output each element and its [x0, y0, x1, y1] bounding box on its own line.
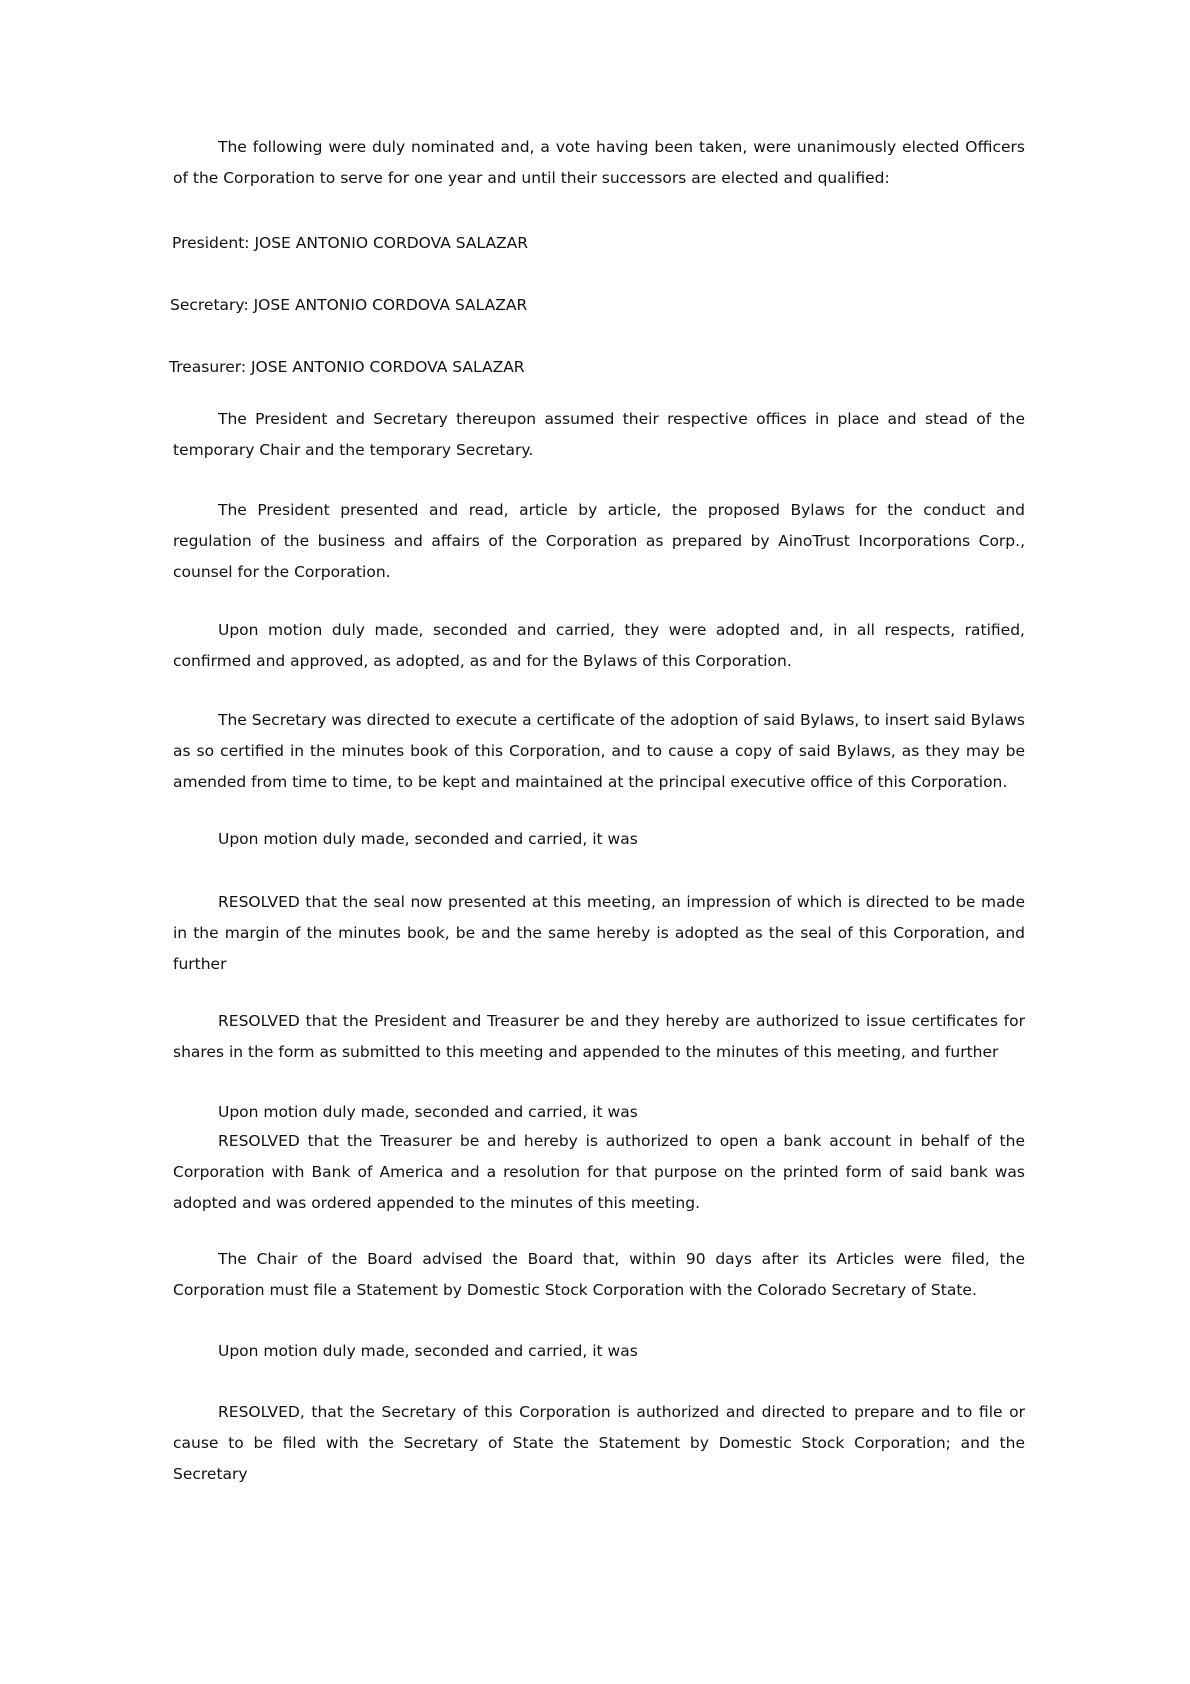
paragraph-offices-assumed: The President and Secretary thereupon assumed their respective offices in place and stead of the temporary Chair and the temporary Secretary. [173, 410, 1025, 459]
officer-president: President: JOSE ANTONIO CORDOVA SALAZAR [172, 234, 529, 252]
paragraph-resolved-certificates: RESOLVED that the President and Treasurer be and they hereby are authorized to issue certificates for shares in the form as submitted to this meeting and appended to the minutes of this meeting, and further [173, 1012, 1025, 1061]
paragraph-officers-election: The following were duly nominated and, a vote having been taken, were unanimously elected Officers of the Corporation to serve for one year and until their successors are elected and qualified: [173, 138, 1025, 187]
paragraph-bylaws-adopted: Upon motion duly made, seconded and carried, they were adopted and, in all respects, ratified, confirmed and approved, as adopted, as and for the Bylaws of this Corporation. [173, 621, 1025, 670]
paragraph-bylaws-presented: The President presented and read, article by article, the proposed Bylaws for the conduct and regulation of the business and affairs of the Corporation as prepared by AinoTrust Incorporations Corp., counsel for the Corporation. [173, 501, 1025, 581]
paragraph-bylaws-certificate: The Secretary was directed to execute a certificate of the adoption of said Bylaws, to insert said Bylaws as so certified in the minutes book of this Corporation, and to cause a copy of said Bylaws, as they may be amended from time to time, to be kept and maintained at the principal executive office of this Corporation. [173, 711, 1025, 791]
paragraph-motion-3: Upon motion duly made, seconded and carried, it was [218, 1342, 638, 1360]
paragraph-statement-filing: The Chair of the Board advised the Board that, within 90 days after its Articles were filed, the Corporation must file a Statement by Domestic Stock Corporation with the Colorado Secretary of State. [173, 1250, 1025, 1299]
officer-treasurer: Treasurer: JOSE ANTONIO CORDOVA SALAZAR [169, 358, 525, 376]
paragraph-resolved-secretary: RESOLVED, that the Secretary of this Corporation is authorized and directed to prepare and to file or cause to be filed with the Secretary of State the Statement by Domestic Stock Corporation; and the Secretary [173, 1403, 1025, 1483]
paragraph-resolved-bank-account: RESOLVED that the Treasurer be and hereby is authorized to open a bank account in behalf of the Corporation with Bank of America and a resolution for that purpose on the printed form of said bank was adopted and was ordered appended to the minutes of this meeting. [173, 1132, 1025, 1212]
paragraph-resolved-seal: RESOLVED that the seal now presented at this meeting, an impression of which is directed to be made in the margin of the minutes book, be and the same hereby is adopted as the seal of this Corporation, and further [173, 893, 1025, 973]
paragraph-motion-2: Upon motion duly made, seconded and carried, it was [218, 1103, 638, 1121]
officer-secretary: Secretary: JOSE ANTONIO CORDOVA SALAZAR [170, 296, 528, 314]
paragraph-motion-1: Upon motion duly made, seconded and carried, it was [218, 830, 638, 848]
